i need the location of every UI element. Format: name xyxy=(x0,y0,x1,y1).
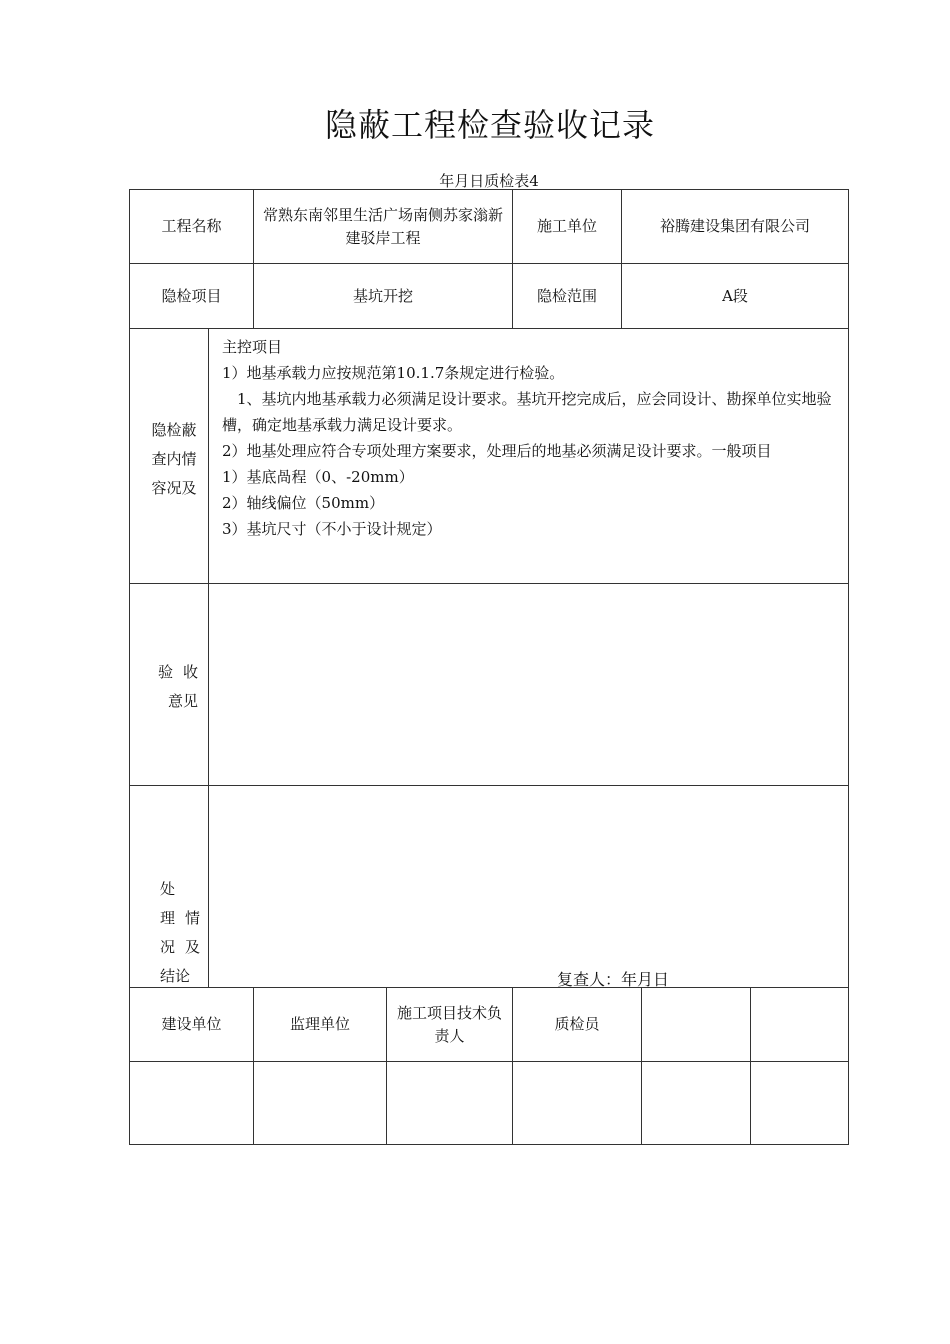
quality-inspector-header: 质检员 xyxy=(554,1015,600,1033)
contractor-label: 施工单位 xyxy=(536,217,597,235)
inspection-content xyxy=(222,334,842,542)
empty-header-cell xyxy=(751,988,848,1061)
row-divider xyxy=(129,1061,849,1062)
project-name-value: 常熟东南邻里生活广场南侧苏家滃新建驳岸工程 xyxy=(262,205,503,247)
inspection-item-value: 基坑开挖 xyxy=(352,286,413,305)
content-line: 主控项目 xyxy=(222,338,283,356)
project-name-label: 工程名称 xyxy=(161,217,222,235)
content-line: 1）基底咼程（0、-20mm） xyxy=(222,468,414,486)
supervision-unit-header: 监理单位 xyxy=(289,1015,350,1033)
column-divider xyxy=(386,987,387,1145)
contractor-value: 裕腾建设集团有限公司 xyxy=(659,217,810,235)
row-divider xyxy=(129,785,849,786)
row-divider xyxy=(129,583,849,584)
content-line: 2）地基处理应符合专项处理方案要求，处理后的地基必须满足设计要求。一般项目 xyxy=(222,442,772,460)
handling-conclusion-label: 处 理情 况及 结论 xyxy=(160,880,211,985)
empty-header-cell xyxy=(642,988,750,1061)
construction-unit-header: 建设单位 xyxy=(161,1015,222,1033)
acceptance-opinion-label: 验收 意见 xyxy=(157,663,208,710)
content-line: 1）地基承载力应按规范第10.1.7条规定进行检验。 xyxy=(222,364,565,382)
content-line: 1、基坑内地基承载力必须满足设计要求。基坑开挖完成后，应会同设计、勘探单位实地验槽，确定地基承载力满足设计要求。 xyxy=(222,390,832,434)
reviewer-signature: 复查人：年月日 xyxy=(557,970,670,989)
row-divider xyxy=(129,328,849,329)
content-line: 3）基坑尺寸（不小于设计规定） xyxy=(222,520,442,538)
technical-lead-header: 施工项目技术负责人 xyxy=(396,1003,502,1045)
form-number: 年月日质检表4 xyxy=(439,172,539,190)
page-title: 隐蔽工程检查验收记录 xyxy=(324,106,655,144)
inspection-content-label: 隐检蔽 查内情 容况及 xyxy=(151,421,197,497)
inspection-scope-label: 隐检范围 xyxy=(536,286,597,305)
content-line: 2）轴线偏位（50mm） xyxy=(222,494,385,512)
inspection-scope-value: A段 xyxy=(722,286,748,305)
inspection-item-label: 隐检项目 xyxy=(161,286,222,305)
